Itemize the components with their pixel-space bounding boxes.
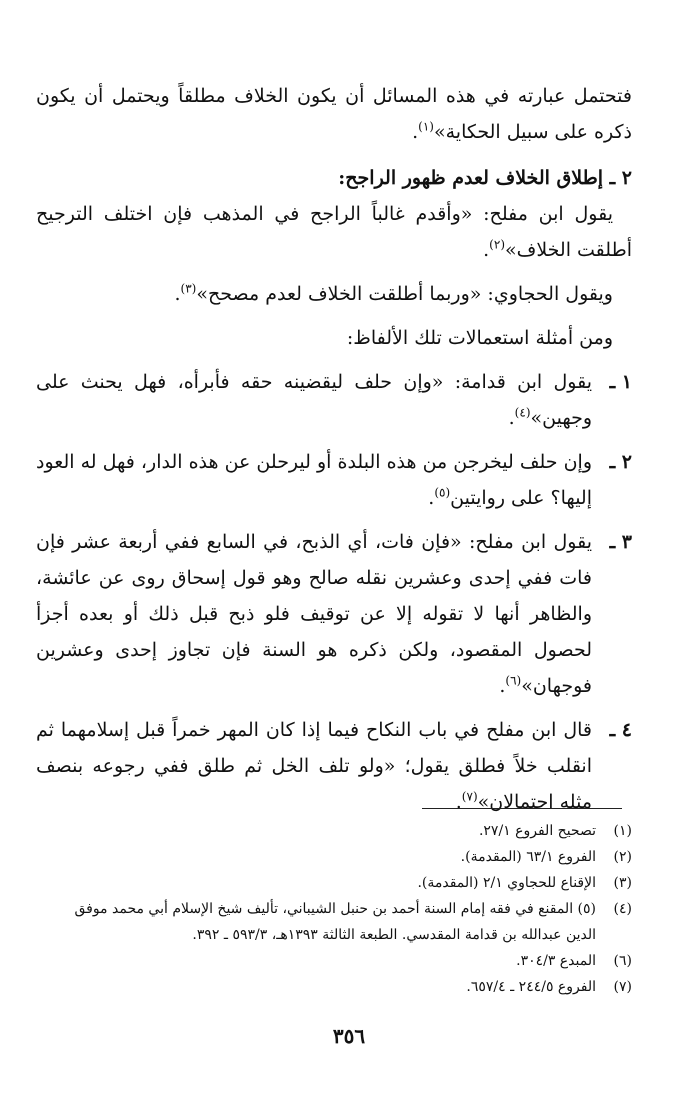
- footnote: [40, 948, 632, 974]
- paragraph-3-text: ويقول الحجاوي: «وربما أطلقت الخلاف لعدم مصحح»: [196, 283, 613, 305]
- footnote-ref-5[interactable]: (٥): [434, 485, 451, 500]
- footnote-text: الفروع ٢٤٤/٥ ـ ٦٥٧/٤.: [466, 979, 596, 995]
- footnote-text: المبدع ٣٠٤/٣.: [516, 953, 596, 969]
- page-number: ٣٥٦: [332, 1024, 366, 1048]
- list-item-body: وإن حلف ليخرجن من هذه البلدة أو ليرحلن عن هذه الدار، فهل له العود إليها؟ على روايتين: [36, 451, 592, 509]
- footnote-number: (٦): [613, 953, 632, 969]
- list-item-text: وإن حلف ليخرجن من هذه البلدة أو ليرحلن عن هذه الدار، فهل له العود إليها؟ على روايتين$^{(٥)}$.: [36, 451, 592, 509]
- footnotes: [40, 818, 632, 1000]
- page-body: [36, 78, 632, 820]
- footnote-ref-2[interactable]: (٢): [489, 237, 505, 252]
- footnote-number: (٢): [613, 849, 632, 865]
- footnote-number: (٧): [613, 979, 632, 995]
- footnote: [40, 844, 632, 870]
- footnote-ref-7[interactable]: (٧): [461, 789, 478, 804]
- footnote-ref-1[interactable]: (١): [418, 119, 434, 134]
- footnote: [40, 870, 632, 896]
- footnote-ref-4[interactable]: (٤): [514, 405, 531, 420]
- footnote-text: الإقناع للحجاوي ٢/١ (المقدمة).: [417, 875, 596, 891]
- paragraph-1-text: فتحتمل عبارته في هذه المسائل أن يكون الخلاف مطلقاً ويحتمل أن يكون ذكره على سبيل الحكاية»: [36, 85, 632, 143]
- footnote: [40, 974, 632, 1000]
- list-item-text: يقول ابن مفلح: «فإن فات، أي الذبح، في السابع ففي أربعة عشر فإن فات ففي إحدى وعشرين نقله صالح وهو قول إسحاق روى عن عائشة، والظاهر أنها لا تقوله إلا عن توقيف فلو ذبح قبل ذلك أو بعده أجزأ لحصول المقصود، ولكن ذكره هو السنة فإن تجاوز إحدى وعشرين فوجهان»$^{(٦)}$.: [36, 531, 592, 697]
- list-item-number: ٢ ـ: [609, 451, 632, 473]
- footnote-number: (٤): [613, 901, 632, 917]
- list-item-number: ٣ ـ: [609, 531, 632, 553]
- paragraph-3: ويقول الحجاوي: «وربما أطلقت الخلاف لعدم مصحح»$^{(٣)}$.: [174, 281, 613, 305]
- footnote-number: (٣): [613, 875, 632, 891]
- footnote-ref-6[interactable]: (٦): [505, 673, 522, 688]
- list-item-body: قال ابن مفلح في باب النكاح فيما إذا كان المهر خمراً قبل إسلامهما ثم انقلب خلاً فطلق يقول؛ «ولو تلف الخل ثم طلق ففي رجوعه بنصف مثله احتمالان»: [36, 719, 592, 813]
- paragraph-2: يقول ابن مفلح: «وأقدم غالباً الراجح في المذهب فإن اختلف الترجيح أطلقت الخلاف»$^{(٢)}$.: [36, 203, 632, 261]
- footnote-text: الفروع ٦٣/١ (المقدمة).: [460, 849, 596, 865]
- footnote-text: تصحيح الفروع ٢٧/١.: [478, 823, 596, 839]
- footnote-number: (١): [613, 823, 632, 839]
- footnote: [40, 818, 632, 844]
- section-heading-2: ٢ ـ إطلاق الخلاف لعدم ظهور الراجح:: [338, 167, 632, 189]
- footnote: [40, 896, 632, 948]
- list-item-body: يقول ابن قدامة: «وإن حلف ليقضينه حقه فأبرأه، فهل يحنث على وجهين»: [36, 371, 592, 429]
- paragraph-1: فتحتمل عبارته في هذه المسائل أن يكون الخلاف مطلقاً ويحتمل أن يكون ذكره على سبيل الحكاية»$^{(١)}$.: [36, 85, 632, 143]
- list-item-text: يقول ابن قدامة: «وإن حلف ليقضينه حقه فأبرأه، فهل يحنث على وجهين»$^{(٤)}$.: [36, 371, 592, 429]
- paragraph-4: [36, 320, 632, 356]
- list-item: [36, 712, 632, 820]
- list-item-body: يقول ابن مفلح: «فإن فات، أي الذبح، في السابع ففي أربعة عشر فإن فات ففي إحدى وعشرين نقله صالح وهو قول إسحاق روى عن عائشة، والظاهر أنها لا تقوله إلا عن توقيف فلو ذبح قبل ذلك أو بعده أجزأ لحصول المقصود، ولكن ذكره هو السنة فإن تجاوز إحدى وعشرين فوجهان»: [36, 531, 592, 697]
- list-item: [36, 444, 632, 516]
- list-item-number: ٤ ـ: [609, 719, 632, 741]
- paragraph-2-text: يقول ابن مفلح: «وأقدم غالباً الراجح في المذهب فإن اختلف الترجيح أطلقت الخلاف»: [36, 203, 632, 261]
- list-item: [36, 524, 632, 704]
- footnote-ref-3[interactable]: (٣): [180, 281, 197, 296]
- list-item-text: قال ابن مفلح في باب النكاح فيما إذا كان المهر خمراً قبل إسلامهما ثم انقلب خلاً فطلق يقول؛ «ولو تلف الخل ثم طلق ففي رجوعه بنصف مثله احتمالان»$^{(٧)}$.: [36, 719, 592, 813]
- list-item: [36, 364, 632, 436]
- list-item-number: ١ ـ: [609, 371, 632, 393]
- footnote-divider: [422, 808, 622, 809]
- paragraph-4-text: ومن أمثلة استعمالات تلك الألفاظ:: [346, 327, 613, 349]
- footnote-text: (٥) المقنع في فقه إمام السنة أحمد بن حنبل الشيباني، تأليف شيخ الإسلام أبي محمد موفق الدين عبدالله بن قدامة المقدسي. الطبعة الثالثة ١٣٩٣هـ، ٥٩٣/٣ ـ ٣٩٢.: [74, 901, 596, 943]
